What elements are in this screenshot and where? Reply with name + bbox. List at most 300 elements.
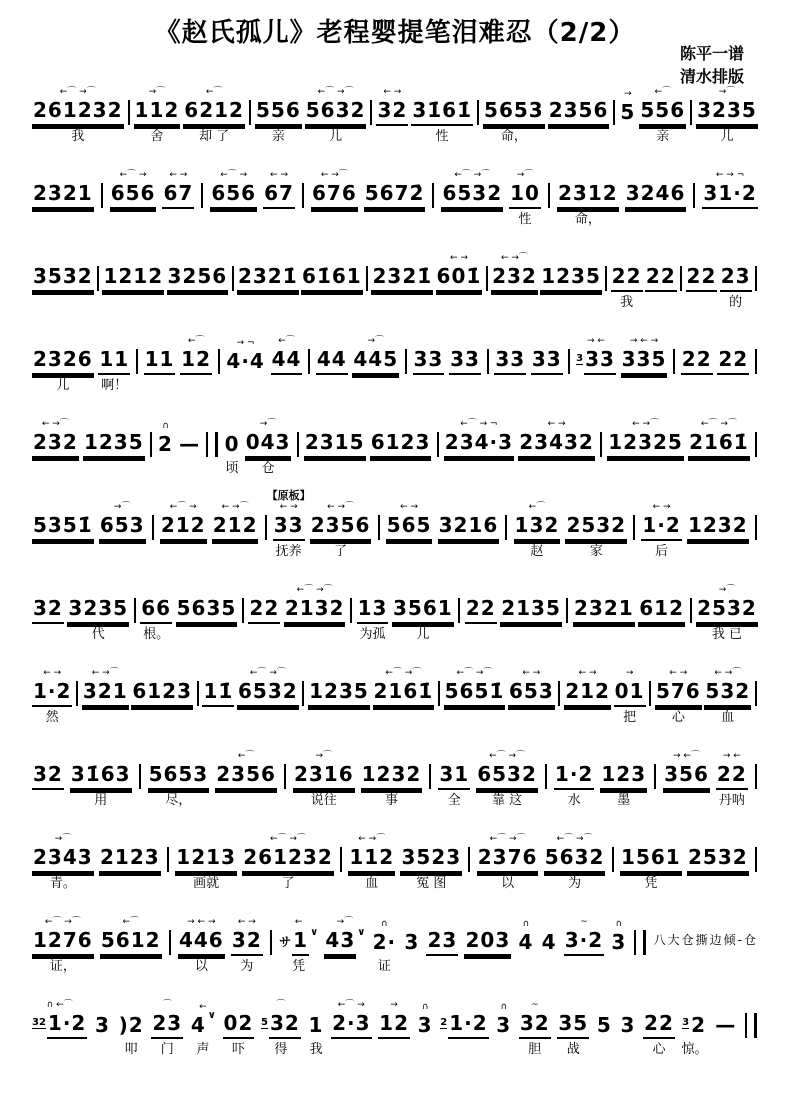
note-digits: 31̇61̇ — [411, 99, 473, 126]
note-group — [682, 1000, 708, 1062]
barline-mark — [242, 598, 244, 623]
lyric: 门 — [160, 1042, 174, 1057]
note-group — [716, 749, 748, 813]
lyric: 儿 — [720, 129, 734, 144]
barline-mark — [370, 100, 372, 125]
score-line-3 — [32, 232, 758, 315]
notes-row — [438, 514, 500, 541]
barline — [557, 667, 561, 730]
notes-row — [293, 763, 355, 790]
ornament: ← →⌒ — [327, 502, 355, 512]
note-digits: 5635 — [176, 597, 238, 624]
notes-row — [548, 99, 610, 126]
note-digits: 2532 — [696, 597, 758, 624]
barline — [565, 584, 569, 647]
ornament: ←⌒ →⌒ — [700, 419, 737, 429]
note-digits: 2321 — [32, 182, 94, 209]
barline — [689, 86, 693, 149]
note-digits: 3235 — [696, 99, 758, 126]
lyric: 战 — [566, 1042, 580, 1057]
lyric: 我 — [620, 295, 634, 310]
barline-mark — [218, 349, 220, 374]
note-digits: 2132 — [284, 597, 346, 624]
note-group — [696, 85, 758, 149]
notes-row — [641, 514, 681, 541]
ornament: → ← — [587, 336, 605, 346]
lyric: 为 — [240, 959, 254, 974]
barline — [369, 86, 373, 149]
note-group — [607, 417, 684, 481]
note-group — [373, 666, 435, 730]
barline-mark — [270, 930, 272, 955]
note-digits: 22 — [686, 265, 718, 292]
notes-row — [263, 182, 295, 209]
notes-row — [223, 1012, 255, 1039]
page-title: 《赵氏孤儿》老程婴提笔泪难忍（2/2） — [154, 18, 636, 48]
notes-row — [357, 597, 389, 624]
ornament: ← →⌒ — [320, 170, 348, 180]
notes-row — [508, 680, 555, 707]
ornament: →⌒ — [718, 87, 736, 97]
lyric: 命， — [500, 129, 527, 144]
ornament: ← → — [669, 668, 688, 678]
barline — [689, 584, 693, 647]
free-meter-mark: サ — [279, 935, 292, 949]
note-digits: 3 — [496, 1013, 512, 1037]
notes-row — [716, 763, 748, 790]
note-digits: 2161̇ — [688, 431, 750, 458]
ornament: ~ — [580, 917, 588, 927]
note-digits: 1 — [308, 1013, 324, 1037]
note-group — [483, 85, 545, 149]
barline — [485, 252, 489, 315]
notes-row — [202, 680, 234, 707]
note-group — [625, 168, 687, 232]
barline-mark — [545, 764, 547, 789]
lyric: 说往 — [310, 793, 337, 808]
note-group — [417, 1000, 434, 1062]
note-group — [348, 832, 395, 896]
note-group — [400, 832, 462, 896]
note-digits: 653 — [508, 680, 555, 707]
note-digits: 601̇ — [436, 265, 483, 292]
barline-mark — [128, 100, 130, 125]
notes-row — [94, 1014, 111, 1039]
note-group — [263, 168, 295, 232]
note-digits: 356 — [663, 763, 710, 790]
barline — [339, 833, 343, 896]
note-digits: 445 — [352, 348, 399, 375]
barline-mark — [600, 432, 602, 457]
lyric: 血 — [365, 876, 379, 891]
notes-row — [215, 763, 277, 790]
note-digits: 5 — [596, 1013, 612, 1037]
barline-mark — [566, 598, 568, 623]
notes-row — [157, 433, 174, 458]
ornament: ∩ — [500, 1002, 508, 1012]
barline — [754, 252, 758, 315]
notes-row — [140, 597, 172, 624]
barline-mark — [405, 349, 407, 374]
notes-row — [621, 348, 668, 375]
note-group — [392, 583, 454, 647]
note-digits: 532 — [704, 680, 751, 707]
lyric: 事 — [384, 793, 398, 808]
barline — [307, 335, 311, 398]
note-digits: 1 — [292, 929, 309, 956]
note-group — [611, 251, 643, 315]
note-group — [548, 85, 610, 149]
note-group — [702, 168, 757, 232]
notes-row — [643, 1012, 675, 1039]
ornament: ←⌒ — [187, 336, 205, 346]
notes-row — [541, 931, 558, 956]
lyric: 代 — [91, 627, 105, 642]
score — [32, 66, 758, 1062]
note-group — [304, 417, 366, 481]
note-group — [202, 666, 234, 730]
barline-mark — [755, 847, 757, 872]
note-digits: 2 — [691, 1013, 706, 1037]
note-group — [663, 749, 710, 813]
lyric: 心 — [671, 710, 685, 725]
barline — [377, 501, 381, 564]
barline — [269, 916, 273, 979]
breath-mark: ∨ — [310, 927, 319, 938]
ornament: → — [624, 89, 632, 99]
score-line-10 — [32, 813, 758, 896]
lyric: 证 — [377, 959, 391, 974]
barline — [547, 169, 551, 232]
note-digits: 6532 — [441, 182, 503, 209]
lyric: 冤 图 — [416, 876, 447, 891]
note-group — [681, 334, 713, 398]
ornament: ← → — [652, 502, 671, 512]
lyric: 却 了 — [199, 129, 230, 144]
ornament: ←⌒ — [528, 502, 546, 512]
notes-row — [32, 929, 94, 956]
ornament: ← — [294, 917, 303, 927]
score-line-5 — [32, 398, 758, 481]
note-group — [99, 500, 146, 564]
barline — [754, 667, 758, 730]
note-group — [148, 749, 210, 813]
ornament: ←⌒ →⌒ — [44, 917, 81, 927]
barline-mark — [134, 598, 136, 623]
notes-row — [183, 99, 245, 126]
ornament: ←⌒ →⌒ — [489, 751, 526, 761]
ornament: ←⌒ →⌒ — [296, 585, 333, 595]
note-group — [643, 998, 675, 1062]
note-digits: 653 — [99, 514, 146, 541]
note-digits: 576 — [655, 680, 702, 707]
barline-mark — [755, 681, 757, 706]
lyric: 靠 这 — [491, 793, 523, 808]
notes-row — [310, 514, 372, 541]
ornament: ← →⌒ — [500, 253, 528, 263]
note-digits: 23 — [720, 265, 752, 292]
credit-arranger: 陈平一谱 — [679, 44, 744, 63]
notes-row — [231, 929, 263, 956]
note-digits: 6532 — [237, 680, 299, 707]
barline-mark — [487, 349, 489, 374]
note-digits: 12325 — [607, 431, 684, 458]
note-digits: 1·2 — [641, 514, 681, 541]
note-digits: 33 — [494, 348, 526, 375]
note-group — [720, 251, 752, 315]
note-group — [378, 998, 410, 1062]
barline — [301, 169, 305, 232]
barline-mark — [429, 764, 431, 789]
note-group — [476, 749, 538, 813]
note-group — [565, 500, 627, 564]
notes-row — [245, 431, 292, 458]
note-group — [540, 251, 602, 315]
ornament: → ← → — [629, 336, 659, 346]
notes-row — [83, 431, 145, 458]
notes-row — [477, 846, 539, 873]
lyric: 然 — [45, 710, 59, 725]
barline-mark — [139, 764, 141, 789]
ornament: ∩ — [162, 421, 169, 431]
ornament: ←⌒ — [654, 87, 671, 97]
breath-mark: ∨ — [357, 927, 366, 938]
barline — [653, 750, 657, 813]
barline-mark — [673, 349, 675, 374]
note-group — [413, 334, 445, 398]
note-group — [178, 915, 225, 979]
note-group — [638, 583, 685, 647]
score-line-9 — [32, 730, 758, 813]
note-digits: 02 — [223, 1012, 255, 1039]
note-group — [495, 1000, 512, 1062]
score-line-12 — [32, 979, 758, 1062]
note-group — [324, 915, 365, 979]
barline-mark — [558, 681, 560, 706]
notes-row — [32, 99, 124, 126]
barline-mark — [649, 681, 651, 706]
note-digits: 2316 — [293, 763, 355, 790]
note-group — [144, 334, 176, 398]
note-group — [544, 832, 606, 896]
lyric: 家 — [589, 544, 603, 559]
lyric: 凭 — [292, 959, 306, 974]
notes-row — [224, 433, 241, 458]
lyric: 我 — [71, 129, 85, 144]
barline — [404, 335, 408, 398]
ornament: ⌒ — [276, 1000, 286, 1010]
note-group — [32, 583, 64, 647]
note-group — [519, 998, 551, 1062]
note-group — [444, 417, 514, 481]
notes-row — [392, 597, 454, 624]
lyric: 叩 — [124, 1042, 138, 1057]
ornament: ∩ — [615, 919, 623, 929]
notes-row — [519, 1012, 551, 1039]
notes-row — [167, 265, 229, 292]
notes-row — [371, 265, 433, 292]
score-line-11 — [32, 896, 758, 979]
notes-row — [702, 182, 757, 209]
barline-mark — [432, 183, 434, 208]
notes-row — [32, 846, 94, 873]
notes-row — [134, 99, 181, 126]
barline-mark — [284, 764, 286, 789]
barline-mark — [605, 266, 607, 291]
note-digits: 1·2 — [47, 1012, 87, 1039]
lyric: 儿 — [56, 378, 70, 393]
barline — [437, 667, 441, 730]
note-digits: 3 — [417, 1013, 433, 1037]
note-digits: 1·2 — [32, 680, 72, 707]
ornament: ←⌒ — [205, 87, 223, 97]
ornament: ← → — [383, 87, 402, 97]
barline-mark — [568, 349, 570, 374]
grace-note: 3 — [576, 353, 584, 364]
notes-row — [237, 265, 299, 292]
note-digits: 22 — [643, 1012, 675, 1039]
notes-row — [476, 763, 538, 790]
barline — [692, 169, 696, 232]
barline — [599, 418, 603, 481]
barline-mark — [150, 432, 152, 457]
note-digits: 676 — [311, 182, 358, 209]
note-group — [717, 334, 749, 398]
ornament: ←⌒ →⌒ — [454, 170, 491, 180]
note-group — [610, 917, 627, 979]
notes-row — [32, 431, 79, 458]
notes-row — [491, 265, 538, 292]
note-digits: 3 — [611, 930, 627, 954]
note-digits: 203 — [464, 929, 511, 956]
notes-row — [32, 348, 94, 375]
ornament: ←⌒ →⌒ — [270, 834, 306, 844]
notes-row — [99, 846, 161, 873]
notes-row — [178, 929, 225, 956]
note-digits: 4 — [541, 930, 557, 954]
note-digits: 66 — [140, 597, 172, 624]
notes-row — [118, 1014, 145, 1039]
barline-mark — [136, 349, 138, 374]
barline-mark — [152, 515, 154, 540]
notes-row — [348, 846, 395, 873]
note-digits: 31 — [438, 763, 470, 790]
note-digits: 1235 — [308, 680, 370, 707]
note-group — [500, 583, 562, 647]
barline — [200, 169, 204, 232]
barline — [648, 667, 652, 730]
note-digits: 232 — [32, 431, 79, 458]
note-digits: 1212 — [102, 265, 164, 292]
barline-mark — [350, 598, 352, 623]
notes-row — [376, 99, 408, 126]
notes-row — [102, 265, 164, 292]
ornament: ← →⌒ — [41, 419, 69, 429]
barline-mark — [97, 266, 99, 291]
ornament: →⌒ — [367, 336, 384, 346]
note-group — [386, 500, 433, 564]
barline-mark — [486, 266, 488, 291]
note-digits: 3216 — [438, 514, 500, 541]
note-digits: 22 — [611, 265, 643, 292]
note-digits: 13 — [357, 597, 389, 624]
note-group — [245, 417, 292, 481]
note-digits: 5672̇ — [364, 182, 426, 209]
lyric: 水 — [567, 793, 581, 808]
notes-row — [465, 597, 497, 624]
barline — [467, 833, 471, 896]
barline-mark — [477, 100, 479, 125]
note-digits: 32 — [269, 1012, 301, 1039]
notes-row — [32, 763, 64, 790]
ornament: ←⌒ →⌒ — [249, 668, 286, 678]
barline-mark — [101, 183, 103, 208]
note-digits: 556 — [639, 99, 686, 126]
grace-note: 5 — [261, 1017, 268, 1028]
lyric: 根。 — [143, 627, 170, 642]
barline — [611, 833, 615, 896]
ornament: ← → — [237, 917, 256, 927]
note-digits: 2356 — [548, 99, 610, 126]
notes-row — [162, 182, 194, 209]
notes-row — [517, 931, 534, 956]
lyric: 赵 — [530, 544, 544, 559]
note-group — [151, 998, 183, 1062]
barline-mark — [206, 432, 218, 457]
notes-row — [444, 431, 514, 458]
note-group — [284, 583, 346, 647]
note-group — [687, 500, 749, 564]
notes-row — [509, 182, 541, 209]
barline-mark — [232, 266, 234, 291]
barline — [431, 169, 435, 232]
note-group — [639, 85, 686, 149]
notes-row — [426, 929, 458, 956]
notes-row — [544, 846, 606, 873]
ornament: ←⌒ → — [220, 170, 248, 180]
note-group — [32, 500, 94, 564]
note-group — [190, 1000, 216, 1062]
note-digits: 23432 — [518, 431, 595, 458]
note-digits: 2312 — [557, 182, 619, 209]
note-group — [494, 334, 526, 398]
barline — [754, 750, 758, 813]
ornament: ∩ — [381, 919, 388, 929]
note-group — [175, 832, 237, 896]
notes-row — [714, 1014, 737, 1039]
lyric: 顷 — [225, 461, 239, 476]
note-group — [32, 832, 94, 896]
note-digits: 5632 — [305, 99, 367, 126]
notes-row — [370, 431, 432, 458]
barline-mark — [458, 598, 460, 623]
note-group — [686, 251, 718, 315]
note-group — [696, 583, 758, 647]
note-digits: 31·2 — [702, 182, 757, 209]
note-group — [32, 251, 94, 315]
ornament: →⌒ — [718, 585, 736, 595]
ornament: → ← — [722, 751, 741, 761]
lyric: 用 — [94, 793, 108, 808]
lyric: 画就 — [193, 876, 220, 891]
note-digits: 31̇63 — [70, 763, 132, 790]
note-group — [370, 417, 432, 481]
note-digits: 01 — [614, 680, 646, 707]
note-group — [517, 917, 534, 979]
note-digits: 335 — [621, 348, 668, 375]
notes-row — [611, 265, 643, 292]
note-digits: 4 — [518, 930, 534, 954]
